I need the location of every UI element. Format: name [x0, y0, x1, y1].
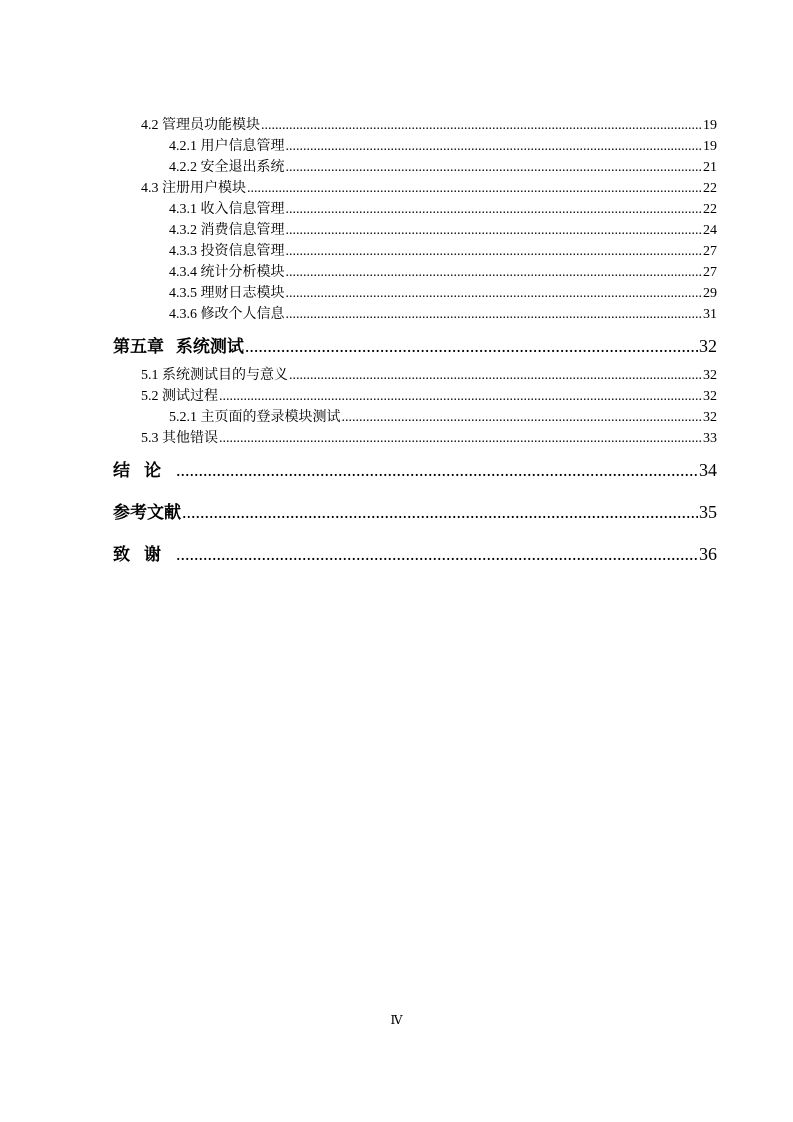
toc-entry-4-2-2[interactable]: [169, 156, 717, 176]
toc-entry-5-2[interactable]: [141, 385, 717, 405]
toc-entry-4-3-6[interactable]: [169, 303, 717, 323]
dot-leader: [176, 460, 698, 481]
toc-entry-label: 结论: [113, 461, 175, 481]
toc-entry-acknowledgements[interactable]: [113, 540, 717, 566]
toc-entry-page: 31: [703, 307, 717, 322]
page-number: Ⅳ: [390, 1013, 403, 1027]
dot-leader: [219, 389, 702, 405]
toc-entry-label: 4.2 管理员功能模块: [141, 118, 260, 133]
dot-leader: [245, 336, 698, 357]
toc-entry-page: 32: [703, 368, 717, 383]
toc-entry-label: 5.2.1 主页面的登录模块测试: [169, 410, 341, 425]
toc-entry-5-2-1[interactable]: [169, 406, 717, 426]
toc-entry-4-3[interactable]: [141, 177, 717, 197]
toc-entry-label: 4.2.2 安全退出系统: [169, 160, 285, 175]
dot-leader: [286, 244, 703, 260]
toc-entry-conclusion[interactable]: [113, 456, 717, 482]
toc-entry-label: 4.3.5 理财日志模块: [169, 286, 285, 301]
toc-entry-4-2[interactable]: [141, 114, 717, 134]
dot-leader: [286, 160, 703, 176]
toc-entry-label: 4.3.3 投资信息管理: [169, 244, 285, 259]
toc-entry-page: 32: [703, 410, 717, 425]
toc-entry-label: 4.3.6 修改个人信息: [169, 307, 285, 322]
toc-entry-page: 24: [703, 223, 717, 238]
toc-entry-page: 27: [703, 265, 717, 280]
toc-entry-4-3-1[interactable]: [169, 198, 717, 218]
toc-entry-label: 4.2.1 用户信息管理: [169, 139, 285, 154]
dot-leader: [286, 223, 703, 239]
dot-leader: [247, 181, 702, 197]
toc-entry-page: 36: [699, 544, 717, 564]
dot-leader: [286, 307, 703, 323]
toc-entry-label: 5.1 系统测试目的与意义: [141, 368, 288, 383]
toc-entry-page: 22: [703, 202, 717, 217]
toc-entry-page: 33: [703, 431, 717, 446]
toc-entry-page: 27: [703, 244, 717, 259]
toc-entry-page: 32: [703, 389, 717, 404]
toc-entry-label: 4.3.4 统计分析模块: [169, 265, 285, 280]
toc-entry-page: 32: [699, 336, 717, 356]
toc-entry-4-3-3[interactable]: [169, 240, 717, 260]
toc-entry-label: 4.3.2 消费信息管理: [169, 223, 285, 238]
toc-entry-4-2-1[interactable]: [169, 135, 717, 155]
toc-entry-label: 致谢: [113, 545, 175, 565]
toc-entry-label: 5.2 测试过程: [141, 389, 218, 404]
toc-entry-label: 参考文献: [113, 503, 181, 523]
dot-leader: [261, 118, 702, 134]
dot-leader: [182, 502, 698, 523]
toc-entry-4-3-5[interactable]: [169, 282, 717, 302]
toc-entry-page: 34: [699, 460, 717, 480]
toc-entry-references[interactable]: [113, 498, 717, 524]
dot-leader: [176, 544, 698, 565]
toc-entry-page: 19: [703, 139, 717, 154]
toc-entry-label: 第五章 系统测试: [113, 337, 244, 357]
toc-entry-4-3-4[interactable]: [169, 261, 717, 281]
dot-leader: [286, 265, 703, 281]
dot-leader: [289, 368, 702, 384]
toc-entry-4-3-2[interactable]: [169, 219, 717, 239]
dot-leader: [286, 202, 703, 218]
toc-entry-5-3[interactable]: [141, 427, 717, 447]
toc-entry-page: 22: [703, 181, 717, 196]
toc-entry-page: 29: [703, 286, 717, 301]
dot-leader: [219, 431, 702, 447]
toc-entry-5-1[interactable]: [141, 364, 717, 384]
toc-entry-page: 19: [703, 118, 717, 133]
dot-leader: [286, 286, 703, 302]
toc-entry-page: 35: [699, 502, 717, 522]
dot-leader: [286, 139, 703, 155]
dot-leader: [342, 410, 703, 426]
toc-entry-page: 21: [703, 160, 717, 175]
toc-entry-label: 4.3 注册用户模块: [141, 181, 246, 196]
toc-entry-label: 5.3 其他错误: [141, 431, 218, 446]
toc-entry-label: 4.3.1 收入信息管理: [169, 202, 285, 217]
toc-entry-chapter-5[interactable]: [113, 332, 717, 358]
